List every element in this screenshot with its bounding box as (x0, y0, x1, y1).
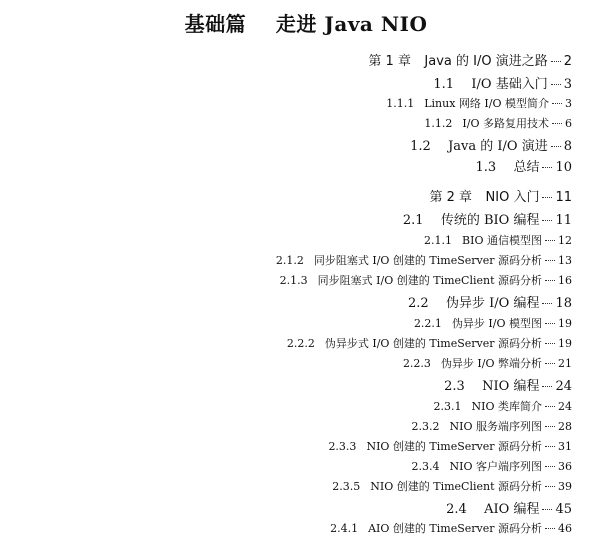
toc-entry-label: AIO 编程 (484, 502, 540, 517)
toc-entry-chapter-1[interactable] (346, 50, 572, 68)
toc-entry-subsection-2-2-2[interactable] (203, 335, 572, 353)
toc-entry-label: AIO 创建的 TimeServer 源码分析 (368, 522, 542, 535)
toc-entry-subsection-2-2-1[interactable] (330, 315, 572, 333)
toc-entry-label: NIO 服务端序列图 (449, 420, 542, 433)
dot-leader (545, 323, 555, 324)
dot-leader (545, 486, 555, 487)
toc-entry-number: 2.1.3 (279, 274, 308, 287)
dot-leader (551, 84, 561, 85)
dot-leader (542, 167, 552, 168)
toc-entry-page: 3 (565, 97, 572, 110)
toc-entry-number: 2.1.1 (424, 234, 453, 247)
toc-entry-section-1-2[interactable] (352, 135, 572, 153)
dot-leader (545, 466, 555, 467)
toc-entry-label: BIO 通信模型图 (462, 234, 542, 247)
toc-entry-label: I/O 基础入门 (471, 77, 548, 92)
toc-entry-page: 11 (555, 213, 572, 228)
toc-entry-number: 2.1 (402, 213, 424, 228)
toc-entry-label: 伪异步 I/O 弊端分析 (440, 357, 542, 370)
toc-entry-number: 1.2 (410, 139, 431, 154)
toc-entry-subsection-2-4-1[interactable] (246, 520, 572, 538)
toc-entry-section-1-3[interactable] (417, 156, 572, 174)
toc-entry-number: 2.3 (444, 379, 465, 394)
toc-entry-page: 19 (558, 317, 572, 330)
toc-entry-label: NIO 编程 (482, 379, 540, 394)
toc-entry-subsection-2-1-1[interactable] (340, 232, 572, 250)
toc-entry-page: 3 (563, 77, 572, 92)
toc-entry-label: NIO 客户端序列图 (449, 460, 542, 473)
toc-entry-number: 2.2.1 (413, 317, 442, 330)
toc-entry-section-2-2[interactable] (350, 292, 572, 310)
toc-entry-label: 同步阻塞式 I/O 创建的 TimeServer 源码分析 (313, 254, 542, 267)
toc-entry-page: 11 (555, 190, 572, 205)
dot-leader (545, 528, 555, 529)
toc-entry-label: 伪异步 I/O 模型图 (451, 317, 542, 330)
dot-leader (545, 240, 555, 241)
toc-entry-page: 6 (565, 117, 572, 130)
dot-leader (551, 61, 561, 62)
toc-entry-label: 伪异步 I/O 编程 (446, 296, 540, 311)
toc-entry-label: Java 的 I/O 演进 (448, 139, 548, 154)
toc-entry-section-1-1[interactable] (375, 73, 572, 91)
toc-entry-label: NIO 入门 (485, 190, 540, 205)
toc-entry-page: 24 (555, 379, 572, 394)
dot-leader (545, 446, 555, 447)
dot-leader (545, 343, 555, 344)
toc-entry-label: NIO 创建的 TimeClient 源码分析 (370, 480, 542, 493)
dot-leader (542, 303, 552, 304)
toc-entry-page: 13 (558, 254, 572, 267)
toc-entry-label: NIO 类库简介 (471, 400, 542, 413)
toc-entry-number: 2.3.5 (332, 480, 361, 493)
toc-entry-number: 2.4.1 (330, 522, 359, 535)
toc-entry-subsection-1-1-1[interactable] (302, 95, 572, 113)
toc-entry-page: 31 (558, 440, 572, 453)
toc-entry-label: 传统的 BIO 编程 (440, 213, 540, 228)
dot-leader (545, 426, 555, 427)
dot-leader (545, 406, 555, 407)
toc-entry-page: 19 (558, 337, 572, 350)
part-title: 基础篇 走进 Java NIO (184, 12, 428, 36)
toc-entry-page: 18 (555, 296, 572, 311)
toc-entry-page: 28 (558, 420, 572, 433)
dot-leader (545, 280, 555, 281)
toc-entry-subsection-2-3-4[interactable] (328, 458, 573, 476)
toc-entry-subsection-2-1-3[interactable] (196, 272, 572, 290)
toc-entry-subsection-2-3-1[interactable] (350, 398, 573, 416)
toc-entry-section-2-4[interactable] (388, 498, 572, 516)
toc-entry-subsection-2-3-3[interactable] (244, 438, 572, 456)
toc-entry-page: 45 (555, 502, 572, 517)
toc-entry-page: 21 (558, 357, 572, 370)
toc-entry-number: 1.1.2 (424, 117, 453, 130)
dot-leader (552, 103, 562, 104)
toc-entry-subsection-2-2-3[interactable] (319, 355, 572, 373)
toc-entry-section-2-3[interactable] (386, 375, 572, 393)
dot-leader (545, 260, 555, 261)
toc-entry-number: 2.3.1 (433, 400, 462, 413)
toc-entry-number: 2.2 (408, 296, 429, 311)
toc-entry-page: 39 (558, 480, 572, 493)
toc-entry-label: 同步阻塞式 I/O 创建的 TimeClient 源码分析 (317, 274, 542, 287)
dot-leader (542, 197, 552, 198)
toc-entry-section-2-1[interactable] (345, 209, 572, 227)
toc-entry-label: 总结 (513, 160, 540, 175)
toc-entry-page: 46 (558, 522, 572, 535)
toc-entry-page: 12 (558, 234, 572, 247)
toc-entry-page: 16 (558, 274, 572, 287)
toc-entry-page: 36 (558, 460, 572, 473)
toc-entry-number: 第 1 章 (368, 54, 411, 69)
toc-entry-page: 2 (563, 54, 572, 69)
toc-entry-label: NIO 创建的 TimeServer 源码分析 (366, 440, 542, 453)
toc-entry-subsection-2-3-2[interactable] (328, 418, 573, 436)
toc-entry-page: 24 (558, 400, 572, 413)
toc-entry-number: 2.2.3 (402, 357, 431, 370)
toc-entry-number: 1.1 (433, 77, 455, 92)
toc-entry-number: 1.1.1 (386, 97, 415, 110)
toc-entry-page: 8 (563, 139, 572, 154)
dot-leader (551, 146, 561, 147)
toc-entry-label: Linux 网络 I/O 模型简介 (424, 97, 549, 110)
toc-entry-number: 2.3.2 (411, 420, 440, 433)
toc-entry-label: Java 的 I/O 演进之路 (424, 54, 548, 69)
toc-entry-number: 2.4 (446, 502, 467, 517)
toc-entry-subsection-2-1-2[interactable] (192, 252, 572, 270)
dot-leader (542, 509, 552, 510)
dot-leader (552, 123, 562, 124)
toc-entry-number: 1.3 (475, 160, 497, 175)
toc-entry-page: 10 (555, 160, 572, 175)
toc-entry-subsection-1-1-2[interactable] (340, 115, 572, 133)
dot-leader (542, 386, 552, 387)
toc-entry-label: 伪异步式 I/O 创建的 TimeServer 源码分析 (324, 337, 542, 350)
toc-entry-number: 第 2 章 (429, 190, 473, 205)
dot-leader (542, 220, 552, 221)
dot-leader (545, 363, 555, 364)
toc-entry-subsection-2-3-5[interactable] (248, 478, 572, 496)
toc-entry-label: I/O 多路复用技术 (462, 117, 549, 130)
toc-entry-number: 2.3.4 (411, 460, 440, 473)
toc-entry-number: 2.1.2 (275, 254, 304, 267)
toc-entry-chapter-2[interactable] (408, 186, 572, 204)
toc-entry-number: 2.2.2 (286, 337, 315, 350)
toc-entry-number: 2.3.3 (328, 440, 357, 453)
